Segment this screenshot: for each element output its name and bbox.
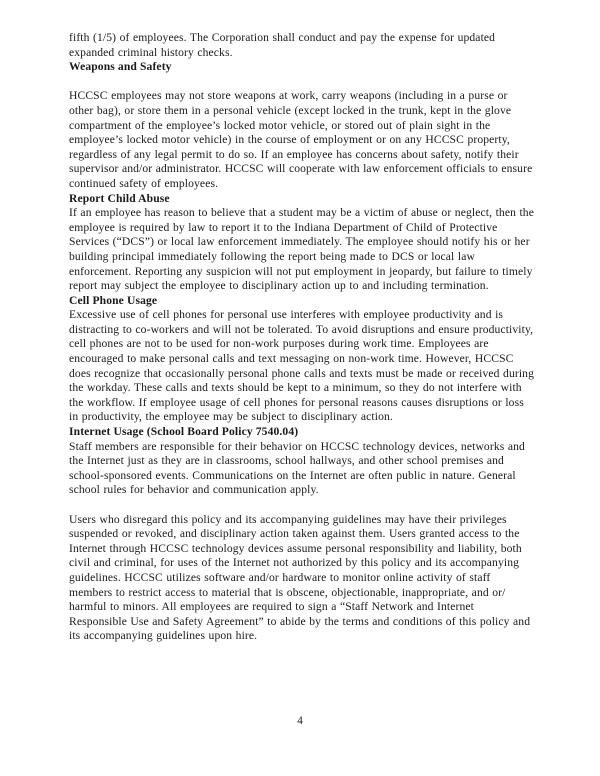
internet-usage-violations: Users who disregard this policy and its accompanying guidelines may have their privileges suspended or revoked, and disciplinary action taken against them. Users granted access to the Internet through HCCSC technology devices assume personal responsibility and liability, both civil and criminal, for uses of the Internet not authorized by this policy and its accompanying guidelines. HCCSC utilizes software and/or hardware to monitor online activity of staff members to restrict access to material that is obscene, objectionable, inappropriate, and or/ harmful to minors. All employees are required to sign a “Staff Network and Internet Responsible Use and Safety Agreement” to abide by the terms and conditions of this policy and its accompanying guidelines upon hire. [69,512,531,643]
page-number-footer [0,714,600,728]
internet-usage-body: Staff members are responsible for their behavior on HCCSC technology devices, networks and the Internet just as they are in classrooms, school hallways, and other school premises and school-sponsored events. Communications on the Internet are often public in nature. General school rules for behavior and communication apply. [69,439,525,497]
report-child-abuse-body: If an employee has reason to believe that a student may be a victim of abuse or neglect, then the employee is required by law to report it to the Indiana Department of Child of Protective Services (“DCS”) or local law enforcement immediately. The employee should notify his or her building principal immediately following the report being made to DCS or local law enforcement. Reporting any suspicion will not put employment in jeopardy, but failure to timely report may subject the employee to disciplinary action up to and including termination. [69,206,534,293]
weapons-and-safety-body: HCCSC employees may not store weapons at work, carry weapons (including in a purse or other bag), or store them in a personal vehicle (except locked in the trunk, kept in the glove compartment of the employee’s locked motor vehicle, or stored out of plain sight in the employee’s locked motor vehicle) in the course of employment or on any HCCSC property, regardless of any legal permit to do so. If an employee has concerns about safety, notify their supervisor and/or administrator. HCCSC will cooperate with law enforcement officials to ensure continued safety of employees. [69,89,533,190]
continued-paragraph: fifth (1/5) of employees. The Corporation shall conduct and pay the expense for updated expanded criminal history checks. [69,31,496,59]
page-number: 4 [297,715,303,727]
weapons-and-safety: Weapons and Safety [69,60,172,74]
document-body [69,31,534,644]
cell-phone-usage-body: Excessive use of cell phones for personal use interferes with employee productivity and is distracting to co-workers and will not be tolerated. To avoid disruptions and ensure productivity, cell phones are not to be used for non-work purposes during work time. Employees are encouraged to make personal calls and text messaging on non-work time. However, HCCSC does recognize that occasionally personal phone calls and texts must be made or received during the workday. These calls and texts should be kept to a minimum, so they do not interfere with the workflow. If employee usage of cell phones for personal reasons causes disruptions or loss in productivity, the employee may be subject to disciplinary action. [69,308,535,424]
cell-phone-usage: Cell Phone Usage [69,293,158,307]
internet-usage: Internet Usage (School Board Policy 7540.04) [69,425,299,439]
report-child-abuse: Report Child Abuse [69,191,170,205]
